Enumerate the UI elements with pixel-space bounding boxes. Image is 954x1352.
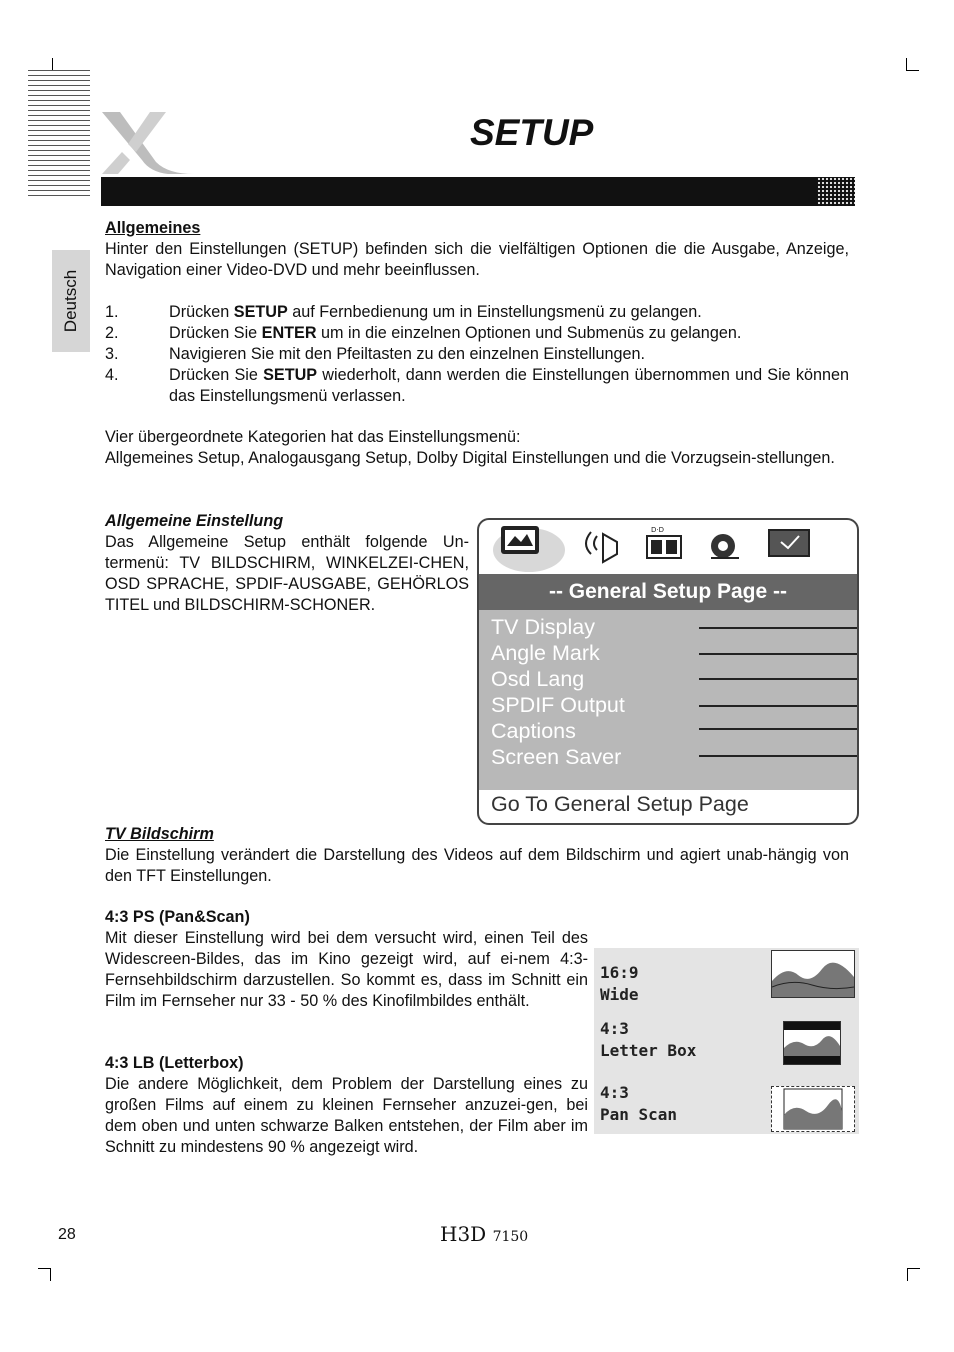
tv-section <box>105 824 849 887</box>
pan-scan-heading: 4:3 PS (Pan&Scan) <box>105 908 250 926</box>
callout-line <box>699 678 859 680</box>
aspect-name: Pan Scan <box>600 1105 678 1124</box>
aspect-name: Letter Box <box>600 1041 697 1060</box>
pan-scan-section <box>105 907 588 1012</box>
step-number: 4. <box>105 366 119 384</box>
aspect-ratio: 16:9 <box>600 963 639 982</box>
menu-item: Angle Mark <box>491 641 600 665</box>
menu-item: SPDIF Output <box>491 693 625 717</box>
preference-setup-icon <box>711 534 739 558</box>
language-tab-label: Deutsch <box>61 269 80 333</box>
general-text: Das Allgemeine Setup enthält folgende Un-termenü: TV BILDSCHIRM, WINKELZEI-CHEN, OSD SPRACHE, SPDIF-AUSGABE, GEHÖRLOS TITEL und BILDSCHIRM-SCHONER. <box>105 533 469 614</box>
dolby-label: D·D <box>651 526 665 534</box>
categories-paragraph <box>105 427 849 469</box>
header-band <box>101 177 855 206</box>
steps-list <box>105 302 849 407</box>
crop-mark-bottom-right <box>907 1268 920 1281</box>
callout-line <box>699 728 859 730</box>
aspect-label-wide <box>600 962 639 1006</box>
crop-mark-top-right <box>906 58 919 71</box>
model-number: 7150 <box>492 1229 529 1245</box>
step-text: auf Fernbedienung um in Einstellungsmenü zu gelangen. <box>287 303 702 321</box>
step-text: um in die einzelnen Optionen und Submenüs zu gelangen. <box>316 324 742 342</box>
general-heading: Allgemeine Einstellung <box>105 512 284 530</box>
step-text: wiederholt, dann werden die Einstellungen übernommen und Sie können das Einstellungsmenü verlassen. <box>169 366 849 405</box>
letterbox-thumbnail <box>783 1021 841 1065</box>
tv-heading: TV Bildschirm <box>105 825 214 843</box>
crop-mark-bottom-left <box>38 1268 51 1281</box>
callout-line <box>699 755 859 757</box>
menu-icon-bar <box>479 520 857 574</box>
categories-line: Vier übergeordnete Kategorien hat das Einstellungsmenü: <box>105 428 521 446</box>
step-item <box>105 365 849 407</box>
letterbox-section <box>105 1053 588 1158</box>
dolby-setup-icon <box>647 526 681 558</box>
section-allgemeines <box>105 218 849 281</box>
categories-list: Allgemeines Setup, Analogausgang Setup, Dolby Digital Einstellungen und die Vorzugsein-stellungen. <box>105 449 835 467</box>
step-number: 1. <box>105 303 119 321</box>
footer-model-logo <box>440 1222 528 1246</box>
section-heading: Allgemeines <box>105 219 201 237</box>
aspect-label-panscan <box>600 1082 677 1126</box>
step-keyword: SETUP <box>263 366 318 384</box>
model-prefix: H3D <box>440 1222 487 1246</box>
band-dot-pattern <box>817 177 855 206</box>
aspect-ratio: 4:3 <box>600 1019 629 1038</box>
menu-items-panel <box>479 610 859 790</box>
step-keyword: ENTER <box>261 324 317 342</box>
general-setup-icon <box>501 526 539 554</box>
step-number: 2. <box>105 324 119 342</box>
language-tab <box>52 250 90 352</box>
setup-menu-screenshot <box>477 518 859 825</box>
step-text: Drücken Sie <box>169 366 264 384</box>
callout-line <box>699 653 859 655</box>
aspect-label-letterbox <box>600 1018 696 1062</box>
step-item <box>105 323 849 344</box>
callout-line <box>699 627 859 629</box>
step-item <box>105 302 849 323</box>
menu-footer: Go To General Setup Page <box>491 792 749 816</box>
menu-item: Captions <box>491 719 576 743</box>
step-item <box>105 344 849 365</box>
callout-line <box>699 705 859 707</box>
step-keyword: SETUP <box>233 303 288 321</box>
step-text: Drücken <box>169 303 234 321</box>
panscan-thumbnail <box>771 1086 855 1132</box>
brand-x-logo <box>98 108 198 178</box>
wide-thumbnail <box>771 950 855 998</box>
page-number: 28 <box>58 1226 76 1243</box>
tv-text: Die Einstellung verändert die Darstellung des Videos auf dem Bildschirm und agiert unab-hängig von den TFT Einstellungen. <box>105 846 849 885</box>
section-intro: Hinter den Einstellungen (SETUP) befinden sich die vielfältigen Optionen die die Ausgabe, Anzeige, Navigation einer Video-DVD und mehr beeinflussen. <box>105 240 849 279</box>
exit-setup-icon <box>769 530 809 556</box>
letterbox-heading: 4:3 LB (Letterbox) <box>105 1054 244 1072</box>
aspect-ratio: 4:3 <box>600 1083 629 1102</box>
page-title: SETUP <box>470 112 594 153</box>
menu-item: TV Display <box>491 615 595 639</box>
menu-page-title: -- General Setup Page -- <box>479 574 857 610</box>
step-number: 3. <box>105 345 119 363</box>
letterbox-text: Die andere Möglichkeit, dem Problem der Darstellung eines zu großen Films auf einem zu kleinen Fernseher anzuzei-gen, bei dem oben und unten schwarze Balken entstehen, der Film aber im Schnitt zu mindestens 90 % angezeigt wird. <box>105 1075 588 1156</box>
decorative-stripes <box>28 70 90 200</box>
general-section <box>105 511 469 616</box>
step-text: Drücken Sie <box>169 324 262 342</box>
aspect-name: Wide <box>600 985 639 1004</box>
menu-item: Osd Lang <box>491 667 585 691</box>
menu-item: Screen Saver <box>491 745 622 769</box>
aspect-ratio-illustration <box>594 948 859 1134</box>
step-text: Navigieren Sie mit den Pfeiltasten zu den einzelnen Einstellungen. <box>169 345 646 363</box>
audio-setup-icon <box>586 532 617 562</box>
pan-scan-text: Mit dieser Einstellung wird bei dem versucht wird, einen Teil des Widescreen-Bildes, das im Kino gezeigt wird, auf ei-nem 4:3-Fernsehbildschirm darzustellen. So kommt es, dass im Schnitt ein Film im Fernseher nur 33 - 50 % des Kinofilmbildes enthält. <box>105 929 588 1010</box>
